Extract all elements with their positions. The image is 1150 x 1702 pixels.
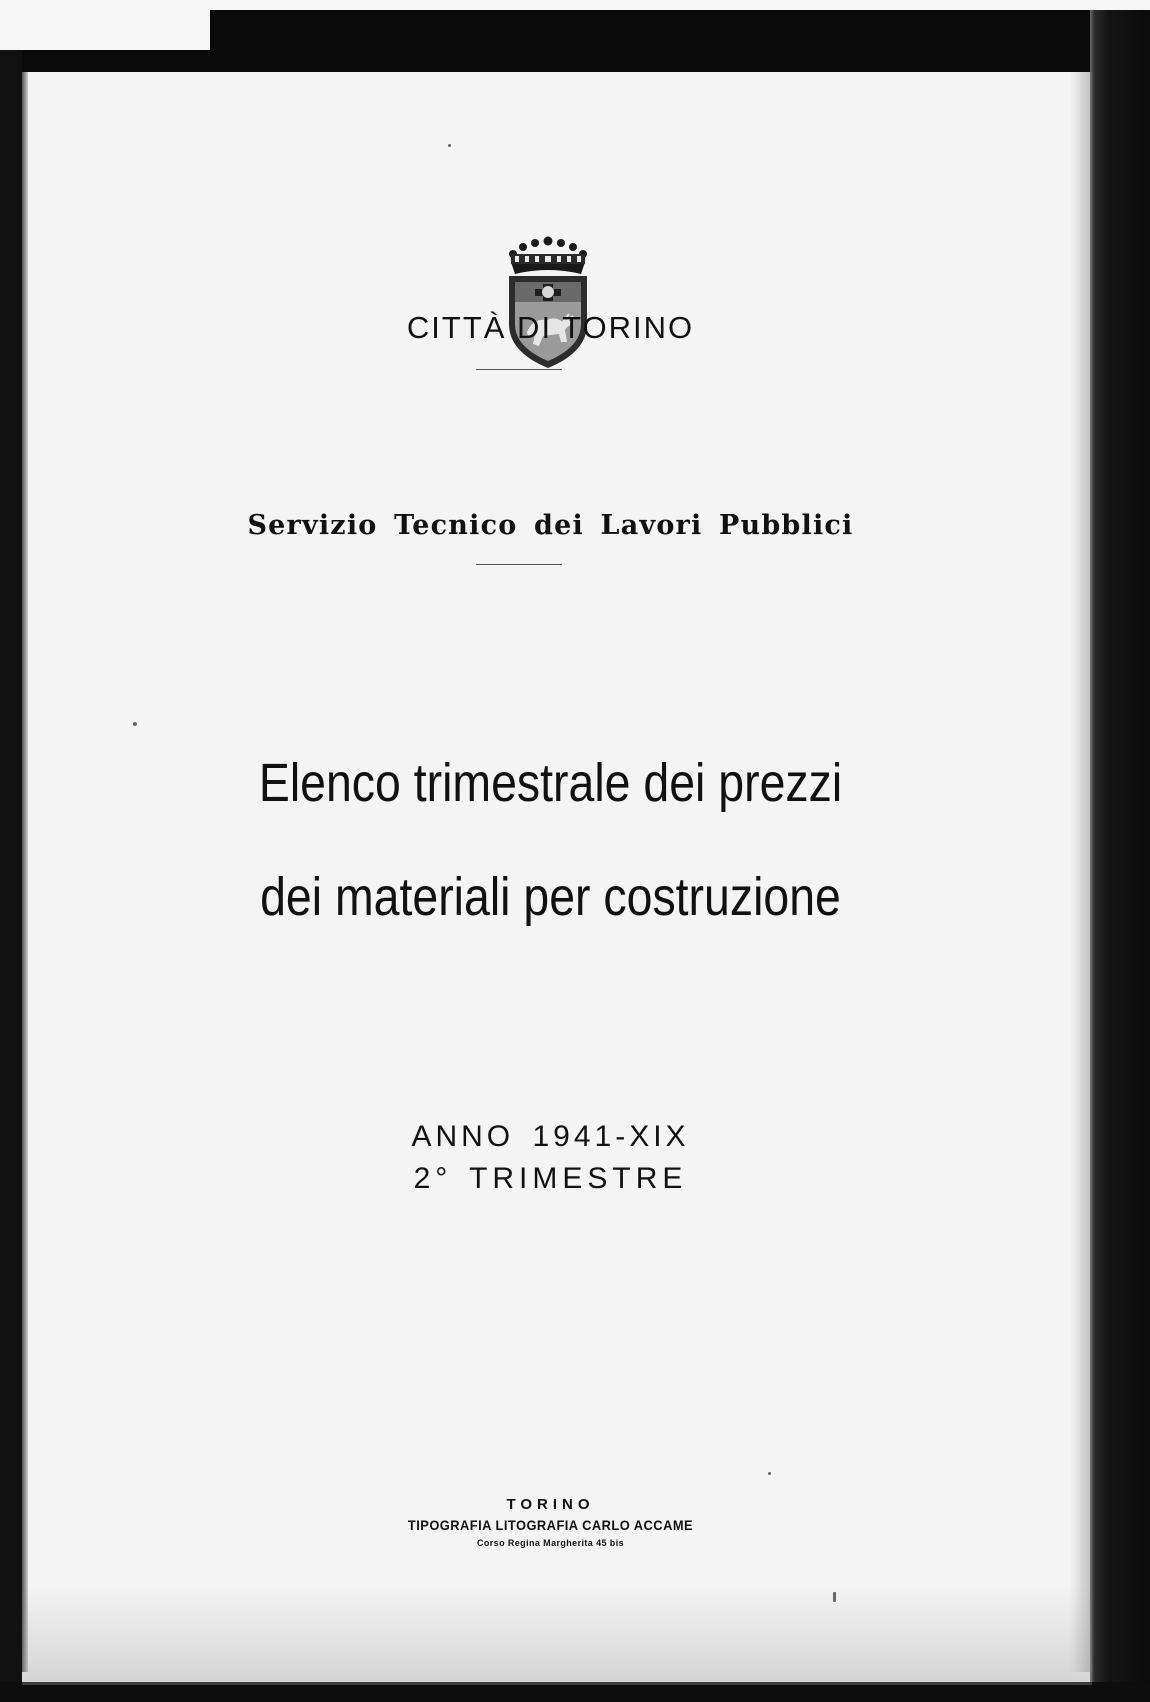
divider-rule	[476, 564, 562, 565]
scan-shadow-bottom	[22, 1585, 1092, 1685]
torino-coat-of-arms-icon	[503, 232, 593, 372]
scan-border-bottom	[0, 1682, 1150, 1702]
scan-border-top	[210, 10, 1150, 72]
divider-rule	[476, 369, 562, 370]
imprint-city: TORINO	[506, 1496, 595, 1513]
scan-border-right	[1090, 10, 1150, 1702]
scan-speck	[768, 1472, 771, 1475]
city-name: CITTÀ DI TORINO	[406, 310, 695, 345]
year-label: ANNO 1941-XIX	[411, 1120, 690, 1153]
scan-shadow-left	[22, 72, 28, 1672]
imprint-address: Corso Regina Margherita 45 bis	[476, 1538, 625, 1548]
quarter-label: 2° TRIMESTRE	[413, 1162, 688, 1195]
title-line-1: Elenco trimestrale dei prezzi	[258, 753, 843, 813]
title-line-2: dei materiali per costruzione	[260, 867, 841, 927]
scan-speck	[133, 722, 137, 726]
imprint-printer: TIPOGRAFIA LITOGRAFIA CARLO ACCAME	[407, 1517, 694, 1533]
scan-border-left	[0, 50, 22, 1690]
scan-border-top-left	[0, 50, 215, 72]
scan-speck	[448, 144, 451, 147]
scan-shadow-right	[1070, 72, 1092, 1672]
service-name: Servizio Tecnico dei Lavori Pubblici	[247, 510, 854, 541]
title-page	[28, 72, 1073, 1682]
